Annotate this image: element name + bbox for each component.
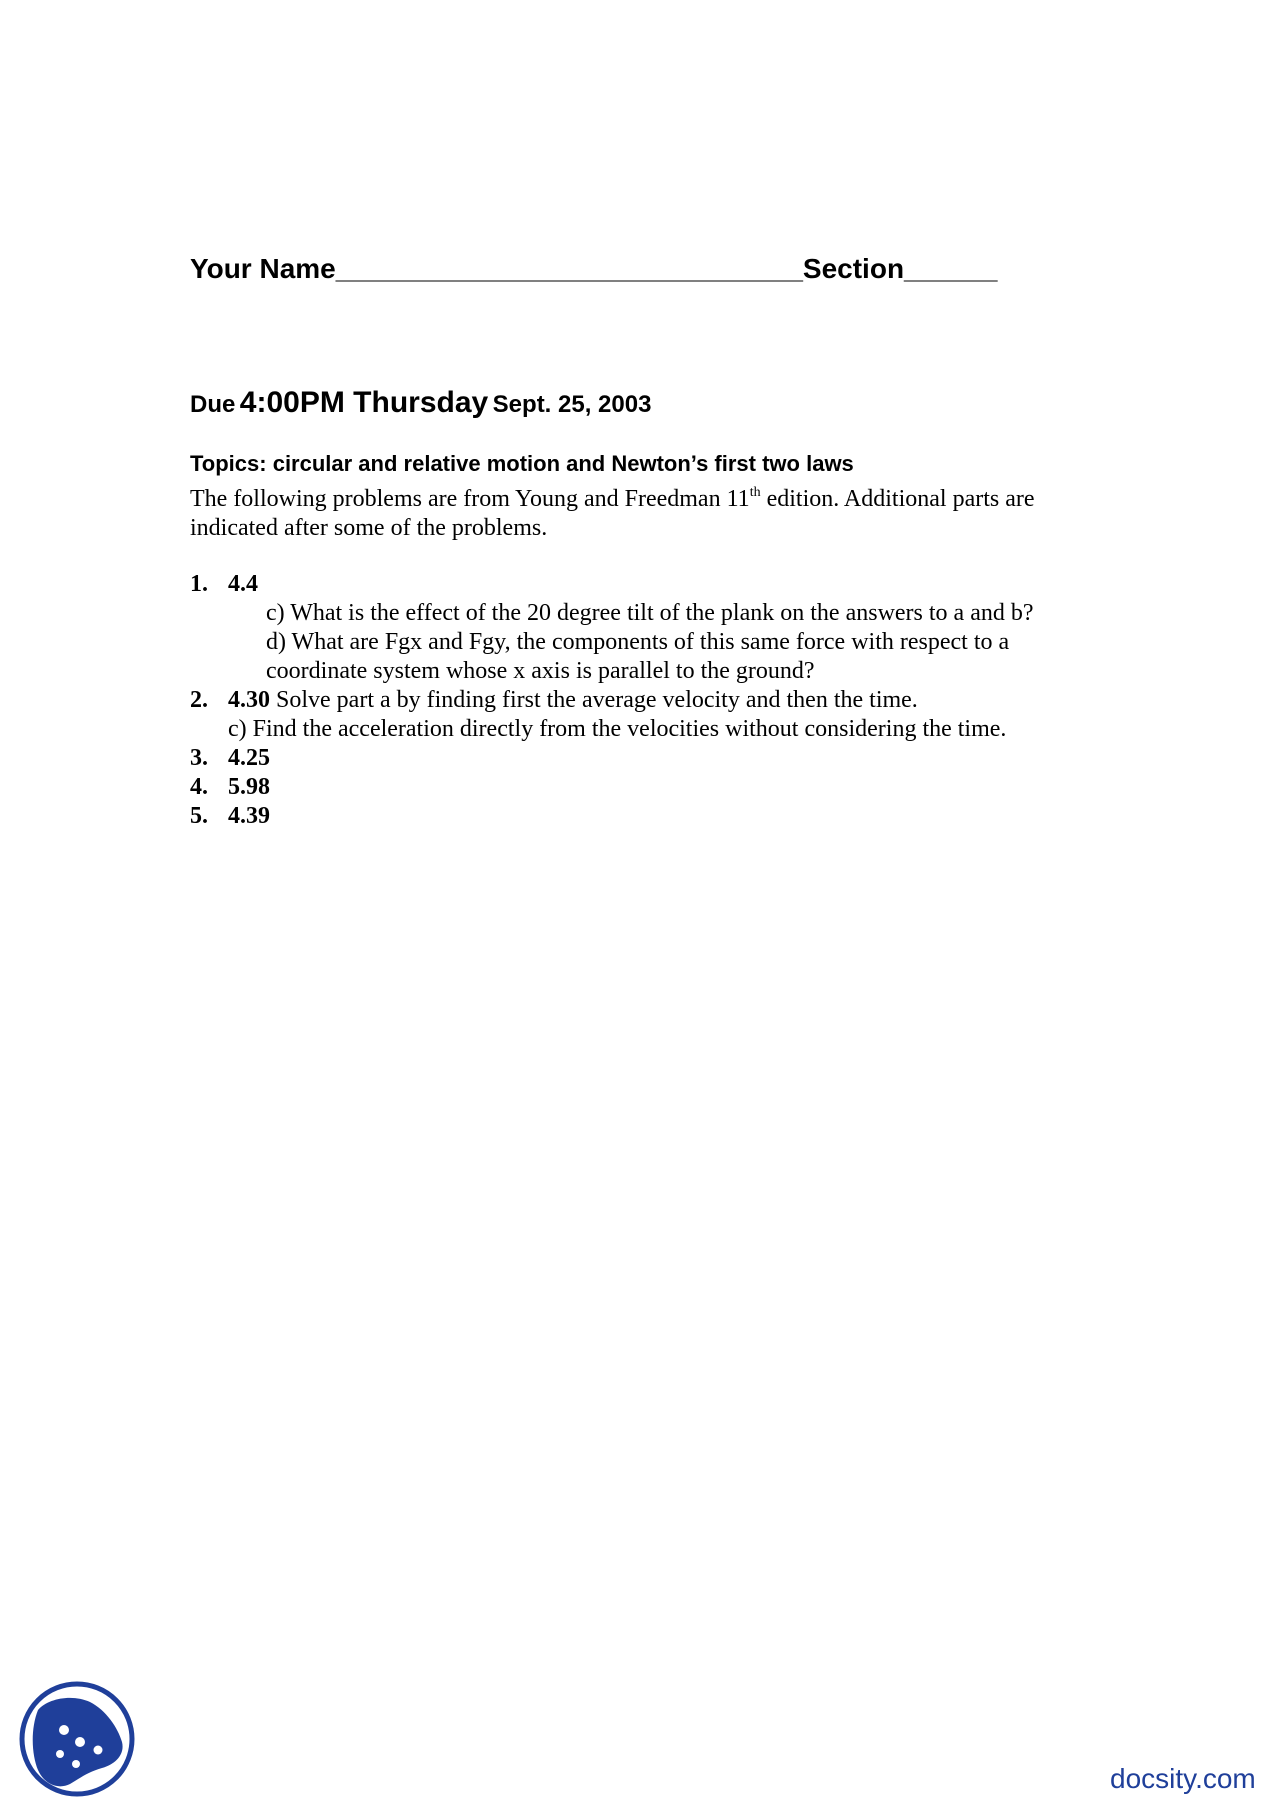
problem-id: 4.39	[228, 803, 270, 829]
docsity-logo-icon[interactable]	[18, 1680, 136, 1798]
name-section-line: Your Name______________________________Section______	[190, 253, 998, 284]
problem-number: 1.	[190, 571, 208, 597]
problem-id: 5.98	[228, 774, 270, 800]
problem-1	[190, 570, 258, 599]
problem-id: 4.4	[228, 571, 258, 597]
problem-4	[190, 773, 270, 802]
problem-1-subpart-d: d) What are Fgx and Fgy, the components of this same force with respect to a	[266, 629, 1010, 655]
problem-1-subpart-c: c) What is the effect of the 20 degree tilt of the plank on the answers to a and b?	[266, 600, 1034, 626]
due-time: 4:00PM Thursday	[239, 386, 489, 419]
problem-number: 2.	[190, 687, 208, 713]
problem-number: 4.	[190, 774, 208, 800]
docsity-brand-link[interactable]: docsity.com	[1110, 1763, 1256, 1794]
intro-paragraph	[190, 485, 1110, 543]
due-date: Sept. 25, 2003	[492, 391, 652, 418]
problem-text: Solve part a by finding first the average velocity and then the time.	[270, 687, 918, 713]
problem-3	[190, 744, 270, 773]
problem-2-subpart-c: c) Find the acceleration directly from the velocities without considering the time.	[228, 716, 1007, 742]
problem-id: 4.25	[228, 745, 270, 771]
due-prefix: Due	[190, 391, 236, 418]
intro-text: The following problems are from Young and Freedman 11	[190, 486, 750, 512]
intro-text-rest: edition. Additional parts are indicated after some of the problems.	[190, 486, 1035, 541]
intro-superscript: th	[749, 485, 761, 500]
problem-2	[190, 686, 918, 715]
problem-number: 5.	[190, 803, 208, 829]
problem-1-subpart-d-continued: coordinate system whose x axis is parallel to the ground?	[266, 658, 815, 684]
problem-id: 4.30	[228, 687, 270, 713]
due-line	[190, 388, 651, 418]
topics-heading: Topics: circular and relative motion and Newton’s first two laws	[190, 451, 854, 476]
problem-5	[190, 802, 270, 831]
problem-number: 3.	[190, 745, 208, 771]
